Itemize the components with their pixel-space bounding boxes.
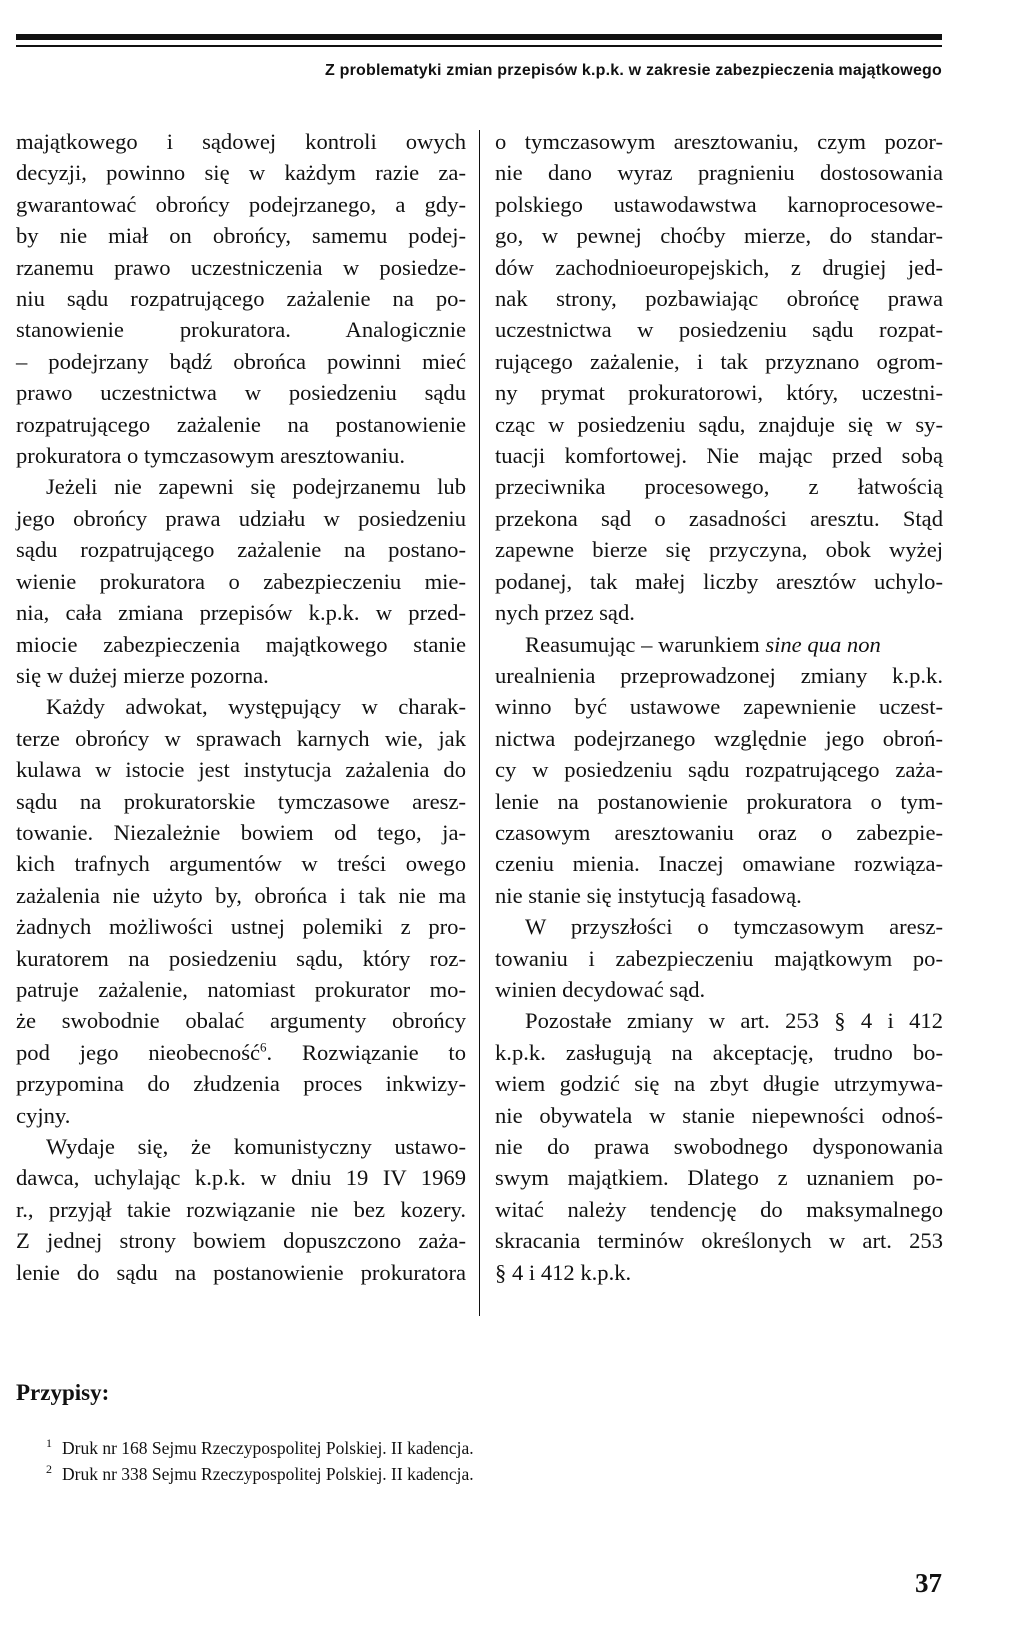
header-rule-thin bbox=[16, 45, 942, 47]
text-line: k.p.k. zasługują na akceptację, trudno bo- bbox=[495, 1039, 943, 1065]
text-line: Jeżeli nie zapewni się podejrzanemu lub bbox=[46, 474, 466, 500]
text-line: cy w posiedzeniu sądu rozpatrującego zaża- bbox=[495, 757, 943, 783]
text-line: towanie. Niezależnie bowiem od tego, ja- bbox=[16, 819, 466, 845]
text-line: kich trafnych argumentów w treści owego bbox=[16, 851, 466, 877]
text-line: gwarantować obrońcy podejrzanego, a gdy- bbox=[16, 191, 466, 217]
text-segment: Reasumując – warunkiem bbox=[525, 631, 766, 657]
text-line: Z jednej strony bowiem dopuszczono zaża- bbox=[16, 1228, 466, 1254]
text-line: swym majątkiem. Dlatego z uznaniem po- bbox=[495, 1165, 943, 1191]
text-line: o tymczasowym aresztowaniu, czym pozor- bbox=[495, 129, 943, 154]
footnotes-heading: Przypisy: bbox=[16, 1380, 110, 1405]
text-line: niu sądu rozpatrującego zażalenie na po- bbox=[16, 286, 466, 312]
footnote-ref: 6 bbox=[260, 1039, 267, 1055]
text-line: nie dano wyraz pragnieniu dostosowania bbox=[495, 160, 943, 186]
text-line: by nie miał on obrońcy, samemu podej- bbox=[16, 223, 466, 249]
text-line: winno być ustawowe zapewnienie uczest- bbox=[495, 694, 943, 720]
text-line: winien decydować sąd. bbox=[495, 976, 706, 1002]
text-line: ny prymat prokuratorowi, który, uczestni- bbox=[495, 380, 943, 406]
text-line: sądu rozpatrującego zażalenie na postano- bbox=[16, 537, 466, 563]
text-line: terze obrońcy w sprawach karnych wie, jak bbox=[16, 725, 466, 751]
text-line: W przyszłości o tymczasowym aresz- bbox=[525, 914, 943, 940]
text-line: uczestnictwa w posiedzeniu sądu rozpat- bbox=[495, 317, 943, 343]
text-line: rozpatrującego zażalenie na postanowienie bbox=[16, 411, 466, 437]
running-head: Z problematyki zmian przepisów k.p.k. w zakresie zabezpieczenia majątkowego bbox=[325, 62, 942, 79]
text-line: stanowienie prokuratora. Analogicznie bbox=[16, 317, 466, 343]
text-line: podanej, tak małej liczby aresztów uchylo- bbox=[495, 568, 943, 594]
text-line: nie stanie się instytucją fasadową. bbox=[495, 882, 802, 908]
text-line: Pozostałe zmiany w art. 253 § 4 i 412 bbox=[525, 1008, 943, 1034]
text-line: rującego zażalenie, i tak przyznano ogrom- bbox=[495, 348, 943, 374]
text-line: nictwa podejrzanego względnie jego obroń- bbox=[495, 725, 943, 751]
text-line: majątkowego i sądowej kontroli owych bbox=[16, 129, 466, 154]
text-line: miocie zabezpieczenia majątkowego stanie bbox=[16, 631, 466, 657]
text-line: jego obrońcy prawa udziału w posiedzeniu bbox=[16, 505, 466, 531]
text-line: przekona sąd o zasadności aresztu. Stąd bbox=[495, 505, 943, 531]
text-line bbox=[495, 629, 943, 660]
text-line: przypomina do złudzenia proces inkwizy- bbox=[16, 1071, 466, 1097]
text-line: sądu na prokuratorskie tymczasowe aresz- bbox=[16, 788, 466, 814]
text-line: prawo uczestnictwa w posiedzeniu sądu bbox=[16, 380, 466, 406]
left-column bbox=[16, 126, 466, 1288]
page-number: 37 bbox=[915, 1568, 942, 1598]
text-line: Wydaje się, że komunistyczny ustawo- bbox=[46, 1134, 466, 1159]
footnote-text: Druk nr 338 Sejmu Rzeczypospolitej Polskiej. II kadencja. bbox=[62, 1464, 474, 1484]
text-line: r., przyjął takie rozwiązanie nie bez kozery. bbox=[16, 1196, 466, 1222]
text-line: urealnienia przeprowadzonej zmiany k.p.k. bbox=[495, 662, 943, 688]
text-line: polskiego ustawodawstwa karnoprocesowe- bbox=[495, 191, 943, 217]
text-line: cyjny. bbox=[16, 1102, 71, 1128]
text-line: zażalenia nie użyto by, obrońca i tak nie ma bbox=[16, 882, 466, 908]
text-line: nie do prawa swobodnego dysponowania bbox=[495, 1134, 943, 1159]
text-line: czasowym aresztowaniu oraz o zabezpie- bbox=[495, 819, 943, 845]
footnote-text: Druk nr 168 Sejmu Rzeczypospolitej Polskiej. II kadencja. bbox=[62, 1438, 474, 1458]
text-line: skracania terminów określonych w art. 253 bbox=[495, 1228, 943, 1254]
text-line: że swobodnie obalać argumenty obrońcy bbox=[16, 1008, 466, 1034]
column-divider bbox=[479, 130, 480, 1316]
text-line: dawca, uchylając k.p.k. w dniu 19 IV 1969 bbox=[16, 1165, 466, 1191]
text-line: – podejrzany bądź obrońca powinni mieć bbox=[16, 348, 466, 374]
text-line: zapewne bierze się przyczyna, obok wyżej bbox=[495, 537, 943, 563]
text-line: przeciwnika procesowego, z łatwością bbox=[495, 474, 943, 500]
text-segment: pod jego nieobecność bbox=[16, 1039, 261, 1065]
text-line: wiem godzić się na zbyt długie utrzymywa- bbox=[495, 1071, 943, 1097]
text-line bbox=[16, 1037, 466, 1068]
text-line: się w dużej mierze pozorna. bbox=[16, 662, 269, 688]
text-line: Każdy adwokat, występujący w charak- bbox=[46, 694, 466, 720]
text-line: go, w pewnej choćby mierze, do standar- bbox=[495, 223, 943, 249]
header-rule-thick bbox=[16, 34, 942, 40]
text-line: nie obywatela w stanie niepewności odnoś- bbox=[495, 1102, 943, 1128]
text-line: witać należy tendencję do maksymalnego bbox=[495, 1196, 943, 1222]
text-line: § 4 i 412 k.p.k. bbox=[495, 1259, 632, 1285]
text-line: nych przez sąd. bbox=[495, 600, 635, 626]
right-column bbox=[495, 126, 943, 1288]
text-segment: . Rozwiązanie to bbox=[266, 1039, 466, 1065]
text-line: wienie prokuratora o zabezpieczeniu mie- bbox=[16, 568, 466, 594]
footnote-item bbox=[46, 1462, 474, 1485]
latin-phrase: sine qua non bbox=[765, 631, 881, 657]
text-line: rzanemu prawo uczestniczenia w posiedze- bbox=[16, 254, 466, 280]
text-line: żadnych możliwości ustnej polemiki z pro- bbox=[16, 914, 466, 940]
text-line: towaniu i zabezpieczeniu majątkowym po- bbox=[495, 945, 943, 971]
text-line: lenie na postanowienie prokuratora o tym- bbox=[495, 788, 943, 814]
text-line: nia, cała zmiana przepisów k.p.k. w przed- bbox=[16, 600, 466, 626]
text-line: czeniu mienia. Inaczej omawiane rozwiąza- bbox=[495, 851, 943, 877]
footnote-mark: 2 bbox=[46, 1462, 52, 1476]
text-line: dów zachodnioeuropejskich, z drugiej jed- bbox=[495, 254, 943, 280]
text-line: kulawa w istocie jest instytucja zażalenia do bbox=[16, 757, 466, 783]
footnote-item bbox=[46, 1436, 474, 1459]
text-line: cząc w posiedzeniu sądu, znajduje się w sy- bbox=[495, 411, 943, 437]
text-line: prokuratora o tymczasowym aresztowaniu. bbox=[16, 443, 405, 469]
text-line: lenie do sądu na postanowienie prokuratora bbox=[16, 1259, 466, 1285]
text-line: tuacji komfortowej. Nie mając przed sobą bbox=[495, 443, 943, 469]
text-line: patruje zażalenie, natomiast prokurator mo- bbox=[16, 976, 466, 1002]
footnote-mark: 1 bbox=[46, 1436, 52, 1450]
text-line: decyzji, powinno się w każdym razie za- bbox=[16, 160, 466, 186]
text-line: kuratorem na posiedzeniu sądu, który roz- bbox=[16, 945, 466, 971]
text-line: nak strony, pozbawiając obrońcę prawa bbox=[495, 286, 943, 312]
